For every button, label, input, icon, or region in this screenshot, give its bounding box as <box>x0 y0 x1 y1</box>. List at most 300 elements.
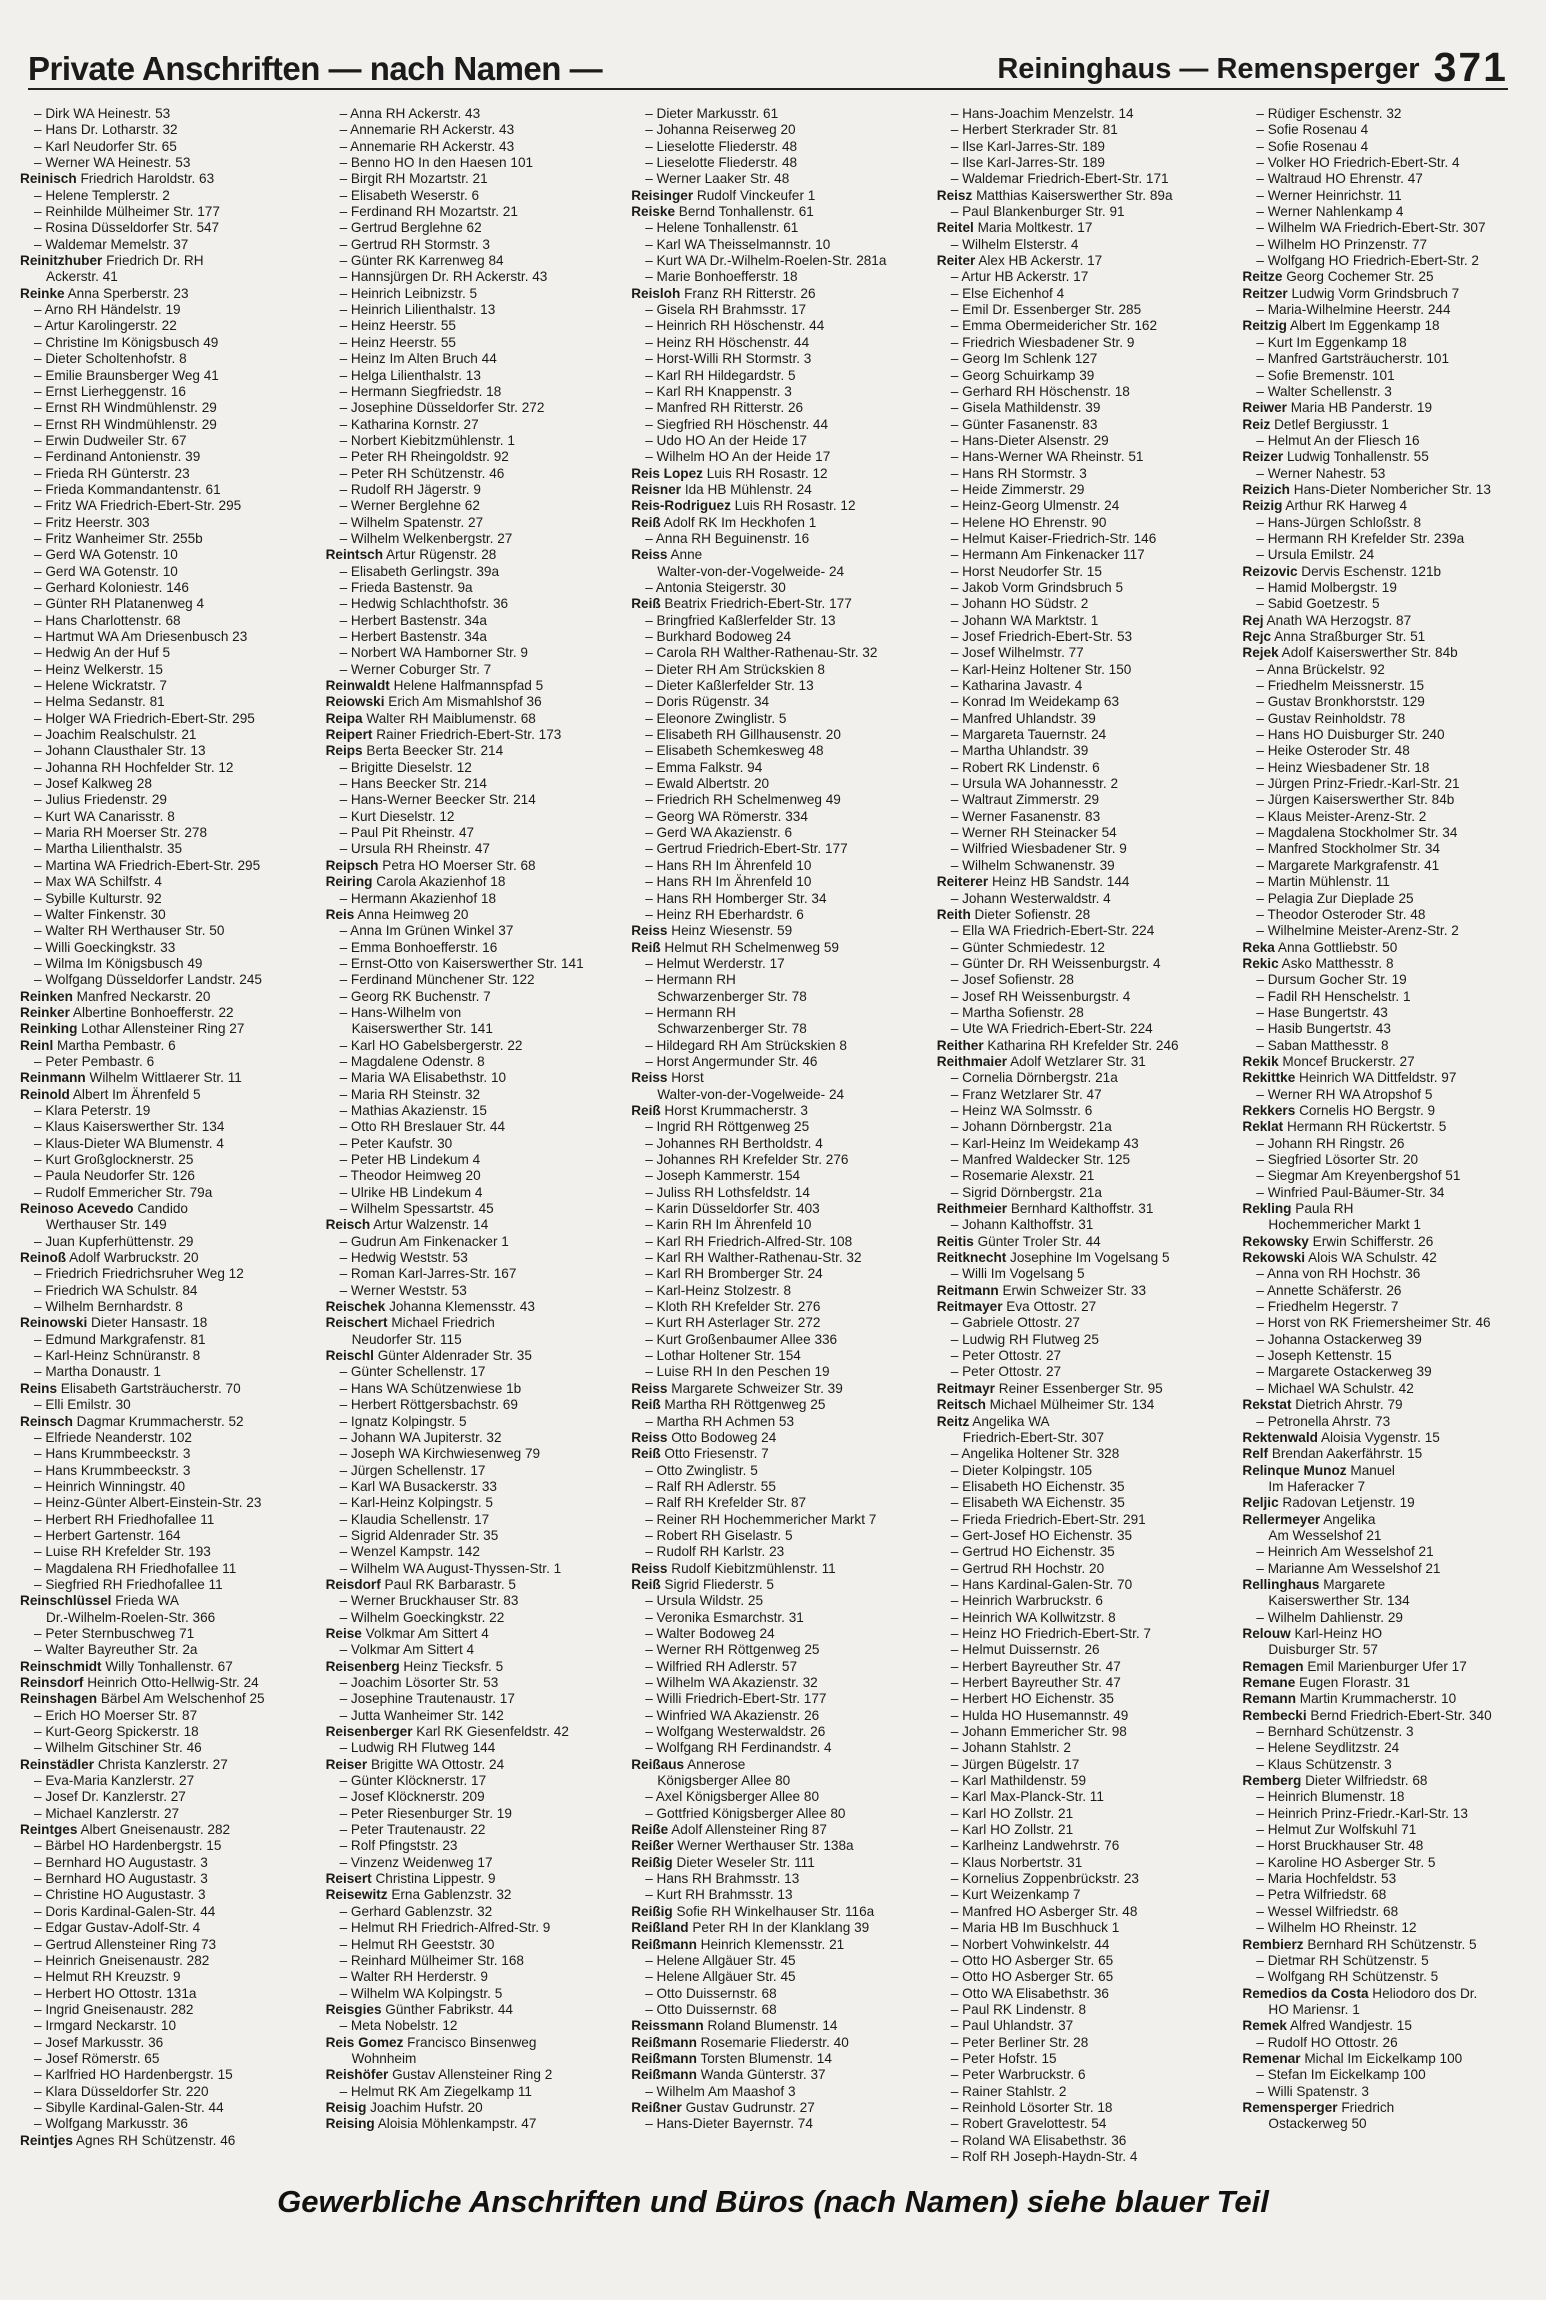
directory-entry: Reins Elisabeth Gartsträucherstr. 70 <box>20 1380 241 1396</box>
directory-entry: – Heinrich Blumenstr. 18 <box>1256 1789 1405 1805</box>
directory-entry: – Rudolf RH Jägerstr. 9 <box>339 481 481 497</box>
directory-entry: Remenar Michal Im Eickelkamp 100 <box>1242 2050 1463 2066</box>
directory-entry: – Helmut Werderstr. 17 <box>645 955 785 971</box>
directory-entry: – Doris Kardinal-Galen-Str. 44 <box>34 1903 216 1919</box>
directory-entry: – Wilfried RH Adlerstr. 57 <box>645 1658 798 1674</box>
directory-entry: Reinowski Dieter Hansastr. 18 <box>20 1315 208 1331</box>
directory-entry: – Wilhelm WA August-Thyssen-Str. 1 <box>339 1560 562 1576</box>
directory-entry: – Luise RH In den Peschen 19 <box>645 1364 830 1380</box>
directory-entry: Reißmann Torsten Blumenstr. 14 <box>631 2050 832 2066</box>
directory-entry: – Peter HB Lindekum 4 <box>339 1152 481 1167</box>
directory-entry: – Theodor Osteroder Str. 48 <box>1256 906 1426 922</box>
directory-entry: Reisig Joachim Hufstr. 20 <box>325 2099 483 2115</box>
directory-entry: Reklat Hermann RH Rückertstr. 5 <box>1242 1119 1447 1135</box>
directory-entry: – Antonia Steigerstr. 30 <box>645 579 786 595</box>
directory-entry: – Sibylle Kardinal-Galen-Str. 44 <box>34 2099 224 2115</box>
directory-entry: – Heinrich Leibnizstr. 5 <box>339 285 478 301</box>
directory-entry: Reiwer Maria HB Panderstr. 19 <box>1242 400 1433 416</box>
directory-entry: – Helmut An der Fliesch 16 <box>1256 432 1420 448</box>
directory-entry: – Wolfgang Westerwaldstr. 26 <box>645 1724 826 1740</box>
directory-entry: Reisner Ida HB Mühlenstr. 24 <box>631 481 812 497</box>
directory-entry: Reisch Artur Walzenstr. 14 <box>325 1217 489 1233</box>
directory-entry: – Horst von RK Friemersheimer Str. 46 <box>1256 1315 1491 1331</box>
directory-entry: – Stefan Im Eickelkamp 100 <box>1256 2067 1426 2083</box>
directory-entry: – Irmgard Neckarstr. 10 <box>34 2018 177 2034</box>
directory-entry: – Günter Dr. RH Weissenburgstr. 4 <box>950 955 1161 971</box>
directory-entry: – Cornelia Dörnbergstr. 21a <box>950 1070 1118 1086</box>
directory-entry: – Elfriede Neanderstr. 102 <box>34 1429 192 1445</box>
directory-entry: – Joseph Kettenstr. 15 <box>1256 1348 1392 1364</box>
directory-entry: – Peter RH Schützenstr. 46 <box>339 465 505 481</box>
directory-entry: – Karl WA Theisselmannstr. 10 <box>645 236 831 252</box>
directory-entry: – Gabriele Ottostr. 27 <box>950 1315 1080 1331</box>
directory-entry: – Gertrud Allensteiner Ring 73 <box>34 1936 217 1952</box>
directory-entry: – Willi Goeckingkstr. 33 <box>34 939 176 955</box>
directory-entry: – Elli Emilstr. 30 <box>34 1397 131 1413</box>
directory-entry: – Hans Kardinal-Galen-Str. 70 <box>950 1576 1133 1592</box>
directory-entry: Reis Gomez Francisco Binsenweg <box>325 2034 537 2050</box>
directory-entry: – Heinrich Warbruckstr. 6 <box>950 1593 1103 1609</box>
directory-entry: Reiss Otto Bodoweg 24 <box>631 1429 777 1445</box>
directory-entry: – Magdalene Odenstr. 8 <box>339 1053 485 1069</box>
directory-entry: – Doris Rügenstr. 34 <box>645 694 770 710</box>
directory-entry: Reißmann Rosemarie Fliederstr. 40 <box>631 2034 849 2050</box>
directory-entry: – Magdalena RH Friedhofallee 11 <box>34 1560 237 1576</box>
directory-entry: – Maria WA Elisabethstr. 10 <box>339 1070 507 1086</box>
directory-entry: – Karl RH Knappenstr. 3 <box>645 383 792 399</box>
directory-entry: Reiss Anne <box>631 547 703 563</box>
directory-entry: – Josef Markusstr. 36 <box>34 2034 164 2050</box>
directory-entry: Reinke Anna Sperberstr. 23 <box>20 285 189 301</box>
directory-entry: – Georg Schuirkamp 39 <box>950 367 1095 383</box>
directory-entry: – Horst Angermunder Str. 46 <box>645 1053 818 1069</box>
directory-entry: – Paula Neudorfer Str. 126 <box>34 1168 195 1184</box>
directory-entry: – Dieter Markusstr. 61 <box>645 106 779 121</box>
directory-entry: – Walter RH Herderstr. 9 <box>339 1969 488 1985</box>
directory-entry: – Rainer Stahlstr. 2 <box>950 2083 1067 2099</box>
directory-entry: Reinold Albert Im Ährenfeld 5 <box>20 1086 201 1102</box>
directory-entry: – Willi Im Vogelsang 5 <box>950 1266 1085 1282</box>
directory-entry: – Ignatz Kolpingstr. 5 <box>339 1413 467 1429</box>
directory-entry: – Manfred HO Asberger Str. 48 <box>950 1903 1138 1919</box>
directory-entry: – Roland WA Elisabethstr. 36 <box>950 2132 1127 2148</box>
directory-entry: Rekowski Alois WA Schulstr. 42 <box>1242 1250 1437 1266</box>
directory-entry: – Elisabeth RH Gillhausenstr. 20 <box>645 727 841 743</box>
directory-entry: Reiße Adolf Allensteiner Ring 87 <box>631 1822 827 1838</box>
directory-entry: – Birgit RH Mozartstr. 21 <box>339 171 488 187</box>
directory-entry: – Heinz RH Höschenstr. 44 <box>645 334 810 350</box>
directory-entry: – Siegfried Lösorter Str. 20 <box>1256 1152 1419 1167</box>
directory-entry: Reishöfer Gustav Allensteiner Ring 2 <box>325 2067 553 2083</box>
directory-entry: Reipsch Petra HO Moerser Str. 68 <box>325 857 536 873</box>
directory-entry: – Helmut Duissernstr. 26 <box>950 1642 1100 1658</box>
directory-entry: – Rolf Pfingststr. 23 <box>339 1838 458 1854</box>
directory-entry: – Karl Mathildenstr. 59 <box>950 1773 1087 1789</box>
directory-entry: – Kurt-Georg Spickerstr. 18 <box>34 1724 199 1740</box>
directory-entry: – Axel Königsberger Allee 80 <box>645 1789 820 1805</box>
directory-entry: – Johanna Reiserweg 20 <box>645 122 796 138</box>
directory-entry: – Gertrud Berglehne 62 <box>339 220 482 236</box>
directory-entry: – Hedwig An der Huf 5 <box>34 645 171 661</box>
directory-entry: Rekowsky Erwin Schifferstr. 26 <box>1242 1233 1434 1249</box>
directory-entry: – Walter RH Werthauser Str. 50 <box>34 923 225 939</box>
directory-entry: – Dieter Kaßlerfelder Str. 13 <box>645 678 814 694</box>
directory-entry: – Wilhelm WA Friedrich-Ebert-Str. 307 <box>1256 220 1486 236</box>
directory-entry: – Johann Kalthoffstr. 31 <box>950 1217 1094 1233</box>
directory-entry: – Wilhelm WA Kolpingstr. 5 <box>339 1985 503 2001</box>
directory-entry: – Heinz-Günter Albert-Einstein-Str. 23 <box>34 1495 262 1511</box>
directory-entry: – Kurt Großenbaumer Allee 336 <box>645 1331 838 1347</box>
directory-entry: Reis Lopez Luis RH Rosastr. 12 <box>631 465 828 481</box>
directory-entry: – Veronika Esmarchstr. 31 <box>645 1609 804 1625</box>
directory-entry: Reisert Christina Lippestr. 9 <box>325 1871 496 1887</box>
directory-entry: – Gertrud Friedrich-Ebert-Str. 177 <box>645 841 848 857</box>
directory-entry: Reisz Matthias Kaiserswerther Str. 89a <box>936 187 1173 203</box>
directory-entry: – Martha RH Achmen 53 <box>645 1413 795 1429</box>
directory-entry: – Gerhard Koloniestr. 146 <box>34 579 189 595</box>
directory-entry: – Frieda Friedrich-Ebert-Str. 291 <box>950 1511 1146 1527</box>
directory-entry: – Gudrun Am Finkenacker 1 <box>339 1233 509 1249</box>
directory-entry: Reiring Carola Akazienhof 18 <box>325 874 506 890</box>
directory-entry: – Joseph Kammerstr. 154 <box>645 1168 801 1184</box>
directory-entry: Reinstädler Christa Kanzlerstr. 27 <box>20 1756 228 1772</box>
directory-entry: – Kloth RH Krefelder Str. 276 <box>645 1299 821 1315</box>
directory-entry: Reiß Otto Friesenstr. 7 <box>631 1446 769 1462</box>
directory-entry: – Helga Lilienthalstr. 13 <box>339 367 481 383</box>
directory-entry: – Walter Bayreuther Str. 2a <box>34 1642 198 1658</box>
directory-entry: – Helmut RH Kreuzstr. 9 <box>34 1969 181 1985</box>
directory-entry: – Artur Karolingerstr. 22 <box>34 318 177 334</box>
directory-entry: – Elisabeth Weserstr. 6 <box>339 187 480 203</box>
directory-entry: – Karl WA Busackerstr. 33 <box>339 1478 497 1494</box>
directory-entry: – Werner RH WA Atropshof 5 <box>1256 1086 1433 1102</box>
directory-entry: – Hans-Jürgen Schloßstr. 8 <box>1256 514 1422 530</box>
directory-entry: – Josef Dr. Kanzlerstr. 27 <box>34 1789 186 1805</box>
directory-entry: – Werner Nahestr. 53 <box>1256 465 1386 481</box>
directory-entry: – Hans-Dieter Bayernstr. 74 <box>645 2116 813 2132</box>
directory-entry: Reinschmidt Willy Tonhallenstr. 67 <box>20 1658 233 1674</box>
directory-entry: – Wilhelm Spessartstr. 45 <box>339 1201 494 1217</box>
directory-entry: Reinisch Friedrich Haroldstr. 63 <box>20 171 215 187</box>
directory-column-3 <box>631 106 923 2168</box>
directory-entry: – Herbert Bastenstr. 34a <box>339 629 487 644</box>
directory-entry: – Ernst RH Windmühlenstr. 29 <box>34 400 217 416</box>
directory-entry: – Paul Uhlandstr. 37 <box>950 2018 1074 2034</box>
directory-entry: – Kurt WA Canarisstr. 8 <box>34 808 175 824</box>
directory-entry: Rellinghaus Margarete <box>1242 1576 1386 1592</box>
directory-entry: – Klaus Norbertstr. 31 <box>950 1854 1083 1870</box>
directory-entry: – Rosina Düsseldorfer Str. 547 <box>34 220 220 236</box>
directory-entry: – Helene Allgäuer Str. 45 <box>645 1952 796 1968</box>
directory-entry: Ackerstr. 41 <box>46 269 118 285</box>
directory-entry: – Volkmar Am Sittert 4 <box>339 1642 475 1658</box>
directory-entry: Reljic Radovan Letjenstr. 19 <box>1242 1495 1415 1511</box>
directory-entry: – Wilhelm Gitschiner Str. 46 <box>34 1740 202 1756</box>
directory-entry: – Maria HB Im Buschhuck 1 <box>950 1920 1120 1936</box>
directory-entry: Reitknecht Josephine Im Vogelsang 5 <box>936 1250 1170 1266</box>
directory-entry: – Kornelius Zoppenbrückstr. 23 <box>950 1871 1139 1887</box>
directory-entry: – Margarete Markgrafenstr. 41 <box>1256 857 1440 873</box>
directory-entry: – Hans-Wilhelm von <box>339 1004 462 1020</box>
directory-entry: Reiser Brigitte WA Ottostr. 24 <box>325 1756 505 1772</box>
directory-entry: – Christine Im Königsbusch 49 <box>34 334 219 350</box>
directory-entry: Reitmann Erwin Schweizer Str. 33 <box>936 1282 1147 1298</box>
directory-entry: – Hildegard RH Am Strückskien 8 <box>645 1037 847 1053</box>
directory-entry: – Peter Sternbuschweg 71 <box>34 1625 195 1641</box>
directory-entry: – Sofie Bremenstr. 101 <box>1256 367 1395 383</box>
directory-entry: Reitmayr Reiner Essenberger Str. 95 <box>936 1380 1163 1396</box>
directory-entry: Reinoß Adolf Warbruckstr. 20 <box>20 1250 199 1266</box>
directory-entry: – Norbert Kiebitzmühlenstr. 1 <box>339 432 515 448</box>
directory-entry: – Maria Hochfeldstr. 53 <box>1256 1871 1397 1887</box>
directory-entry: – Marianne Am Wesselshof 21 <box>1256 1560 1441 1576</box>
directory-entry: – Hans Charlottenstr. 68 <box>34 612 181 628</box>
directory-entry: – Christine HO Augustastr. 3 <box>34 1887 206 1903</box>
directory-entry: Reiß Helmut RH Schelmenweg 59 <box>631 939 839 955</box>
directory-entry: – Norbert WA Hamborner Str. 9 <box>339 645 528 661</box>
directory-entry: – Robert RH Giselastr. 5 <box>645 1527 793 1543</box>
directory-entry: – Herbert Sterkrader Str. 81 <box>950 122 1118 138</box>
directory-entry: Reiter Alex HB Ackerstr. 17 <box>936 253 1103 269</box>
directory-entry: – Karl-Heinz Holtener Str. 150 <box>950 661 1132 677</box>
directory-entry: – Josef RH Weissenburgstr. 4 <box>950 988 1131 1004</box>
directory-entry: – Holger WA Friedrich-Ebert-Str. 295 <box>34 710 255 726</box>
directory-entry: – Kurt Großglocknerstr. 25 <box>34 1152 194 1167</box>
directory-entry: Reiss Heinz Wiesenstr. 59 <box>631 923 793 939</box>
directory-entry: – Ernst Lierheggenstr. 16 <box>34 383 186 399</box>
directory-entry: Ostackerweg 50 <box>1268 2116 1367 2132</box>
directory-entry: – Gerhard RH Höschenstr. 18 <box>950 383 1130 399</box>
directory-entry: – Günter Schmiedestr. 12 <box>950 939 1105 955</box>
directory-entry: – Lieselotte Fliederstr. 48 <box>645 155 798 171</box>
directory-entry: – Werner Heinrichstr. 11 <box>1256 187 1402 203</box>
directory-entry: – Katharina Kornstr. 27 <box>339 416 479 432</box>
directory-entry: – Heinrich Am Wesselshof 21 <box>1256 1544 1434 1560</box>
directory-entry: – Otto Zwinglistr. 5 <box>645 1462 758 1478</box>
directory-entry: – Martin Mühlenstr. 11 <box>1256 874 1390 890</box>
directory-entry: – Karlfried HO Hardenbergstr. 15 <box>34 2067 233 2083</box>
directory-entry: – Horst-Willi RH Stormstr. 3 <box>645 351 812 367</box>
directory-entry: Reinking Lothar Allensteiner Ring 27 <box>20 1021 245 1037</box>
directory-entry: Reinwaldt Helene Halfmannspfad 5 <box>325 678 544 694</box>
directory-entry: – Mathias Akazienstr. 15 <box>339 1102 487 1118</box>
directory-entry: – Friedrich Wiesbadener Str. 9 <box>950 334 1135 350</box>
directory-entry: – Ludwig RH Flutweg 25 <box>950 1331 1099 1347</box>
directory-entry: Remedios da Costa Heliodoro dos Dr. <box>1242 1985 1478 2001</box>
directory-entry: – Artur HB Ackerstr. 17 <box>950 269 1089 285</box>
directory-entry: – Manfred Gartsträucherstr. 101 <box>1256 351 1450 367</box>
directory-entry: – Hermann RH <box>645 1004 736 1020</box>
directory-entry: Reischert Michael Friedrich <box>325 1315 495 1331</box>
directory-entry: – Wilhelm Schwanenstr. 39 <box>950 857 1115 873</box>
directory-entry: – Hasib Bungertstr. 43 <box>1256 1021 1391 1037</box>
directory-entry: – Johann WA Jupiterstr. 32 <box>339 1429 502 1445</box>
directory-entry: – Heinz Heerstr. 55 <box>339 318 456 334</box>
directory-entry: – Walter Bodoweg 24 <box>645 1625 775 1641</box>
directory-entry: – Peter Kaufstr. 30 <box>339 1135 453 1151</box>
directory-entry: – Fritz Wanheimer Str. 255b <box>34 530 203 546</box>
directory-entry: Reinker Albertine Bonhoefferstr. 22 <box>20 1004 234 1020</box>
directory-entry: – Otto RH Breslauer Str. 44 <box>339 1119 506 1135</box>
directory-entry: – Kurt Im Eggenkamp 18 <box>1256 334 1407 350</box>
directory-entry: Rembecki Bernd Friedrich-Ebert-Str. 340 <box>1242 1707 1492 1723</box>
directory-entry: – Werner RH Steinacker 54 <box>950 825 1117 841</box>
directory-entry: – Johann HO Südstr. 2 <box>950 596 1089 612</box>
directory-entry: – Johann Dörnbergstr. 21a <box>950 1119 1112 1135</box>
directory-entry: – Hans RH Brahmsstr. 13 <box>645 1871 800 1887</box>
directory-entry: – Hermann Am Finkenacker 117 <box>950 547 1145 563</box>
directory-entry: Relf Brendan Aakerfährstr. 15 <box>1242 1446 1423 1462</box>
directory-entry: – Waltraud HO Ehrenstr. 47 <box>1256 171 1423 187</box>
directory-entry: – Gert-Josef HO Eichenstr. 35 <box>950 1527 1133 1543</box>
directory-entry: – Ernst-Otto von Kaiserswerther Str. 141 <box>339 955 584 971</box>
directory-entry: – Wolfgang Markusstr. 36 <box>34 2116 188 2132</box>
directory-entry: Reithmaier Adolf Wetzlarer Str. 31 <box>936 1053 1146 1069</box>
directory-entry: – Martha Uhlandstr. 39 <box>950 743 1089 759</box>
directory-entry: – Wilhelm Dahlienstr. 29 <box>1256 1609 1403 1625</box>
directory-entry: – Frieda Kommandantenstr. 61 <box>34 481 221 497</box>
directory-entry: – Saban Matthesstr. 8 <box>1256 1037 1389 1053</box>
directory-entry: – Josephine Düsseldorfer Str. 272 <box>339 400 545 416</box>
directory-column-4 <box>937 106 1229 2168</box>
directory-entry: – Robert Gravelottestr. 54 <box>950 2116 1107 2132</box>
directory-entry: Reiss Margarete Schweizer Str. 39 <box>631 1380 843 1396</box>
directory-entry: – Herbert Gartenstr. 164 <box>34 1527 181 1543</box>
directory-entry: – Josef Sofienstr. 28 <box>950 972 1074 988</box>
directory-entry: – Anna Brückelstr. 92 <box>1256 661 1385 677</box>
directory-entry: – Helmut RH Geeststr. 30 <box>339 1936 495 1952</box>
directory-entry: – Heide Zimmerstr. 29 <box>950 481 1085 497</box>
directory-entry: – Sofie Rosenau 4 <box>1256 122 1369 138</box>
directory-entry: – Helene Wickratstr. 7 <box>34 678 167 694</box>
directory-entry: – Peter Riesenburger Str. 19 <box>339 1805 512 1821</box>
directory-entry: – Klaus Schützenstr. 3 <box>1256 1756 1392 1772</box>
directory-entry: – Friedhelm Hegerstr. 7 <box>1256 1299 1399 1315</box>
directory-entry: Rekkers Cornelis HO Bergstr. 9 <box>1242 1102 1436 1118</box>
directory-entry: – Rosemarie Alexstr. 21 <box>950 1168 1095 1184</box>
directory-entry: – Bernhard HO Augustastr. 3 <box>34 1871 208 1887</box>
directory-entry: Rekik Moncef Bruckerstr. 27 <box>1242 1053 1415 1069</box>
directory-entry: – Bärbel HO Hardenbergstr. 15 <box>34 1838 222 1854</box>
directory-entry: Reitsch Michael Mülheimer Str. 134 <box>936 1397 1155 1413</box>
directory-entry: Kaiserswerther Str. 141 <box>351 1021 493 1037</box>
directory-entry: Reinl Martha Pembastr. 6 <box>20 1037 176 1053</box>
directory-entry: Reithmeier Bernhard Kalthoffstr. 31 <box>936 1201 1154 1217</box>
directory-entry: – Peter Ottostr. 27 <box>950 1364 1062 1380</box>
directory-entry: – Günter RH Platanenweg 4 <box>34 596 205 612</box>
directory-entry: Reißner Gustav Gudrunstr. 27 <box>631 2099 815 2115</box>
directory-entry: – Heinz Welkerstr. 15 <box>34 661 163 677</box>
directory-entry: – Karl Neudorfer Str. 65 <box>34 138 177 154</box>
directory-entry: Reitmayer Eva Ottostr. 27 <box>936 1299 1097 1315</box>
directory-entry: Reising Aloisia Möhlenkampstr. 47 <box>325 2116 537 2132</box>
directory-entry: Wohnheim <box>351 2050 417 2066</box>
directory-entry: – Gustav Bronkhorststr. 129 <box>1256 694 1425 710</box>
directory-entry: – Johann WA Marktstr. 1 <box>950 612 1099 628</box>
directory-entry: – Wilhelm Elsterstr. 4 <box>950 236 1079 252</box>
directory-entry: – Herbert Bayreuther Str. 47 <box>950 1675 1121 1690</box>
directory-entry: – Martha Donaustr. 1 <box>34 1364 161 1380</box>
directory-entry: Reißmann Heinrich Klemensstr. 21 <box>631 1936 845 1952</box>
directory-entry: – Marie Bonhoefferstr. 18 <box>645 269 798 285</box>
directory-entry: – Siegfried RH Friedhofallee 11 <box>34 1576 223 1592</box>
directory-entry: – Johann Emmericher Str. 98 <box>950 1724 1127 1740</box>
directory-entry: – Winfried WA Akazienstr. 26 <box>645 1707 820 1723</box>
directory-entry: – Paul Blankenburger Str. 91 <box>950 204 1125 220</box>
directory-entry: – Wolfgang Düsseldorfer Landstr. 245 <box>34 972 262 988</box>
directory-entry: – Ingrid Gneisenaustr. 282 <box>34 2001 194 2017</box>
directory-entry: – Vinzenz Weidenweg 17 <box>339 1854 493 1870</box>
directory-entry: – Hans-Werner Beecker Str. 214 <box>339 792 536 808</box>
directory-entry: – Michael WA Schulstr. 42 <box>1256 1380 1414 1396</box>
directory-entry: – Günter RK Karrenweg 84 <box>339 253 504 269</box>
directory-entry: – Werner Bruckhauser Str. 83 <box>339 1593 519 1609</box>
directory-entry: – Anna Im Grünen Winkel 37 <box>339 923 514 939</box>
directory-entry: – Waltraut Zimmerstr. 29 <box>950 792 1100 808</box>
directory-entry: – Wolfgang RH Ferdinandstr. 4 <box>645 1740 832 1756</box>
directory-entry: – Ulrike HB Lindekum 4 <box>339 1184 483 1200</box>
directory-entry: – Klaudia Schellenstr. 17 <box>339 1511 490 1527</box>
directory-entry: Königsberger Allee 80 <box>657 1773 791 1789</box>
directory-entry: – Hans HO Duisburger Str. 240 <box>1256 727 1445 743</box>
directory-entry: – Maria-Wilhelmine Heerstr. 244 <box>1256 302 1451 318</box>
directory-entry: – Ute WA Friedrich-Ebert-Str. 224 <box>950 1021 1153 1037</box>
directory-entry: – Waldemar Memelstr. 37 <box>34 236 189 252</box>
directory-entry: Rekittke Heinrich WA Dittfeldstr. 97 <box>1242 1070 1457 1086</box>
directory-entry: Relouw Karl-Heinz HO <box>1242 1625 1383 1641</box>
directory-entry: – Werner RH Röttgenweg 25 <box>645 1642 820 1658</box>
directory-entry: – Paul RK Lindenstr. 8 <box>950 2001 1087 2017</box>
directory-entry: – Herbert Bayreuther Str. 47 <box>950 1658 1121 1674</box>
directory-entry: Reitis Günter Troler Str. 44 <box>936 1233 1101 1249</box>
directory-entry: – Kurt Weizenkamp 7 <box>950 1887 1081 1903</box>
directory-entry: – Wolfgang RH Schützenstr. 5 <box>1256 1969 1439 1985</box>
footer-note: Gewerbliche Anschriften und Büros (nach Namen) siehe blauer Teil <box>277 2184 1269 2219</box>
directory-entry: – Wilhelm WA Akazienstr. 32 <box>645 1675 818 1690</box>
directory-entry: – Karl Max-Planck-Str. 11 <box>950 1789 1104 1805</box>
directory-entry: – Johann Westerwaldstr. 4 <box>950 890 1111 906</box>
directory-entry: Hochemmericher Markt 1 <box>1268 1217 1421 1233</box>
directory-entry: Reith Dieter Sofienstr. 28 <box>936 906 1091 922</box>
directory-entry: Reinsch Dagmar Krummacherstr. 52 <box>20 1413 244 1429</box>
directory-entry: Duisburger Str. 57 <box>1268 1642 1378 1658</box>
directory-entry: – Hermann Siegfriedstr. 18 <box>339 383 502 399</box>
directory-entry: Rejek Adolf Kaiserswerther Str. 84b <box>1242 645 1458 661</box>
directory-entry: – Annette Schäferstr. 26 <box>1256 1282 1402 1298</box>
directory-entry: – Joachim Lösorter Str. 53 <box>339 1675 499 1690</box>
directory-entry: – Gustav Reinholdstr. 78 <box>1256 710 1406 726</box>
directory-entry: – Helmut Zur Wolfskuhl 71 <box>1256 1822 1417 1838</box>
directory-entry: Reipert Rainer Friedrich-Ebert-Str. 173 <box>325 727 562 743</box>
directory-entry: – Peter Berliner Str. 28 <box>950 2034 1089 2050</box>
directory-entry: – Dirk WA Heinestr. 53 <box>34 106 171 121</box>
directory-entry: – Fadil RH Henschelstr. 1 <box>1256 988 1411 1004</box>
directory-entry: – Gisela RH Brahmsstr. 17 <box>645 302 807 318</box>
directory-entry: – Else Eichenhof 4 <box>950 285 1065 301</box>
directory-entry: – Karl RH Walther-Rathenau-Str. 32 <box>645 1250 862 1266</box>
directory-entry: – Ella WA Friedrich-Ebert-Str. 224 <box>950 923 1155 939</box>
directory-entry: – Emilie Braunsberger Weg 41 <box>34 367 219 383</box>
directory-entry: Reisloh Franz RH Ritterstr. 26 <box>631 285 816 301</box>
directory-entry: – Heinrich Gneisenaustr. 282 <box>34 1952 210 1968</box>
directory-entry: Reiß Martha RH Röttgenweg 25 <box>631 1397 826 1413</box>
directory-entry: – Helene Seydlitzstr. 24 <box>1256 1740 1400 1756</box>
directory-entry: – Rudolf RH Karlstr. 23 <box>645 1544 785 1560</box>
directory-entry: – Hase Bungertstr. 43 <box>1256 1004 1388 1020</box>
directory-entry: – Peter Warbruckstr. 6 <box>950 2067 1086 2083</box>
directory-entry: Reinken Manfred Neckarstr. 20 <box>20 988 211 1004</box>
directory-entry: Friedrich-Ebert-Str. 307 <box>962 1429 1105 1445</box>
